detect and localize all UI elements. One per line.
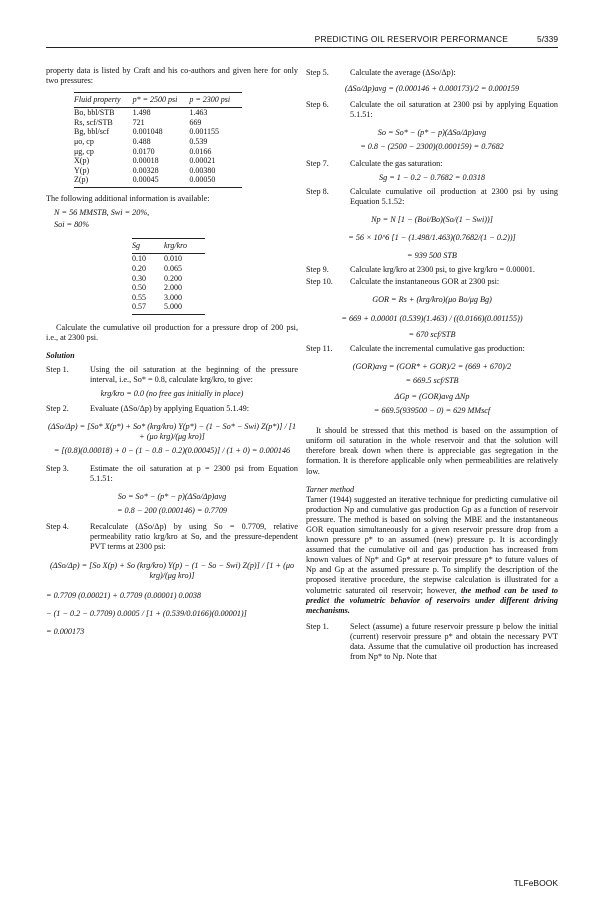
step-text: Select (assume) a future reservoir pressure p below the initial (current) reservoir pressure p* and obtain the necessary PVT data. Assume that the cumulative oil production has increased from Np* to Np. Note that	[350, 621, 558, 662]
additional-info: The following additional information is available:	[46, 194, 210, 204]
step-label: Step 8.	[306, 186, 329, 196]
equation: (GOR)avg = (GOR* + GOR)/2 = (669 + 670)/2	[352, 361, 512, 371]
step-5	[306, 68, 558, 78]
cell: 0.00045	[133, 175, 190, 187]
cell: 0.20	[132, 264, 146, 273]
equation: krg/kro = 0.0 (no free gas initially in place)	[100, 389, 244, 399]
cell: 0.010	[164, 254, 182, 264]
cell: 0.00021	[189, 156, 216, 166]
t1-h2: p = 2300 psi	[189, 93, 242, 108]
step-label: Step 10.	[306, 277, 333, 287]
table-row	[132, 264, 205, 274]
cell: 1.463	[189, 108, 208, 118]
table-row	[132, 274, 205, 284]
equation: (ΔSo/Δp) = [So* X(p*) + So* (krg/kro) Y(p*) − (1 − So* − Swi) Z(p*)] / [1 + (μo krg)/(μg kro)]	[47, 421, 297, 441]
section-heading: Tarner method	[306, 484, 355, 494]
equation: = 0.8 − 200 (0.000146) = 0.7709	[116, 506, 228, 516]
cell: 1.498	[132, 108, 151, 118]
step-label: Step 11.	[306, 343, 333, 353]
cell: 2.000	[164, 283, 182, 293]
equation: = 0.7709 (0.00021) + 0.7709 (0.00001) 0.0038	[46, 590, 202, 600]
running-title: PREDICTING OIL RESERVOIR PERFORMANCE	[314, 34, 508, 44]
cell: 0.00380	[189, 165, 216, 175]
step-text: Calculate the oil saturation at 2300 psi by applying Equation 5.1.51:	[350, 100, 558, 120]
step-8	[306, 187, 558, 207]
equation: GOR = Rs + (krg/kro)(μo Bo/μg Bg)	[372, 295, 492, 305]
relperm-table	[132, 238, 205, 315]
equation: = 669.5 scf/STB	[405, 375, 459, 385]
cell: 0.00018	[132, 156, 159, 166]
cell: 721	[132, 117, 145, 127]
table-row	[74, 166, 242, 176]
step-label: Step 7.	[306, 158, 329, 168]
cell: 0.00328	[132, 165, 159, 175]
table-row	[74, 127, 242, 137]
header-rule	[46, 47, 558, 48]
tarner-paragraph	[306, 495, 558, 616]
step-2	[46, 404, 298, 414]
equation: = 0.8 − (2500 − 2300)(0.000159) = 0.7682	[360, 142, 504, 152]
equation: − (1 − 0.2 − 0.7709) 0.0005 / [1 + (0.539/0.0166)(0.00001)]	[46, 608, 247, 618]
cell: 0.57	[132, 302, 164, 314]
cell: Y(p)	[74, 165, 90, 175]
cell: 0.001155	[189, 127, 220, 137]
left-column	[46, 66, 298, 641]
cell: 0.200	[164, 273, 182, 283]
step-label: Step 3.	[46, 463, 69, 473]
tarner-step-1	[306, 622, 558, 662]
cell: 0.00050	[189, 175, 242, 187]
given-line-2: Soi = 80%	[54, 220, 90, 230]
step-text: Calculate the instantaneous GOR at 2300 psi:	[350, 277, 500, 287]
equation: = 939 500 STB	[407, 251, 457, 261]
equation: = 0.000173	[46, 626, 85, 636]
stress-paragraph: It should be stressed that this method is based on the assumption of uniform oil saturation in the whole reservoir and that the solution will therefore break down when there is appreciable gas segregation in the formation. It is therefore applicable only when permeabilities are relatively low.	[306, 426, 558, 476]
page-number: 5/339	[537, 34, 558, 44]
equation: (ΔSo/Δp)avg = (0.000146 + 0.000173)/2 = 0.000159	[344, 84, 520, 94]
cell: 0.0166	[189, 146, 212, 156]
table-row	[132, 283, 205, 293]
step-text: Calculate the gas saturation:	[350, 158, 443, 168]
cell: 3.000	[164, 292, 182, 302]
cell: Rs, scf/STB	[74, 117, 113, 127]
cell: 0.539	[189, 137, 208, 147]
table-row	[132, 293, 205, 303]
table-row	[74, 175, 242, 187]
table-row	[74, 108, 242, 118]
equation: (ΔSo/Δp) = [So X(p) + So (krg/kro) Y(p) − (1 − So − Swi) Z(p)] / [1 + (μo krg)/(μg kro)]	[49, 560, 295, 580]
table-row	[74, 147, 242, 157]
cell: 0.0170	[132, 146, 155, 156]
step-text: Calculate krg/kro at 2300 psi, to give krg/kro = 0.00001.	[350, 265, 535, 275]
t2-h0: Sg	[132, 239, 164, 254]
step-label: Step 6.	[306, 100, 329, 110]
table-row	[74, 156, 242, 166]
tarner-text: Tarner (1944) suggested an iterative technique for predicting cumulative oil production Np and cumulative gas production Gp as a function of reservoir pressure. The method is based on solving the MBE and the instantaneous GOR equation simultaneously for a given reservoir pressure drop from a known pressure p* to an assumed (new) pressure p. It is accordingly assumed that the cumulative oil and gas production has increased from known values of Np* and Gp* at reservoir pressure p* to future values of Np and Gp at the assumed pressure p. To simplify the description of the proposed iterative procedure, the stepwise calculation is illustrated for a volumetric saturated oil reservoir; however,	[306, 494, 558, 595]
step-6	[306, 100, 558, 120]
cell: 0.065	[164, 264, 182, 273]
cell: 0.50	[132, 283, 146, 293]
step-label: Step 4.	[46, 522, 69, 532]
step-text: Evaluate (ΔSo/Δp) by applying Equation 5.1.49:	[90, 403, 250, 413]
equation: So = So* − (p* − p)(ΔSo/Δp)avg	[377, 128, 487, 138]
step-text: Calculate the incremental cumulative gas production:	[350, 343, 525, 353]
table-row	[74, 137, 242, 147]
step-1	[46, 365, 298, 385]
step-text: Estimate the oil saturation at p = 2300 psi from Equation 5.1.51:	[90, 463, 298, 483]
cell: 0.001048	[132, 127, 163, 137]
equation: = [(0.8)(0.00018) + 0 − (1 − 0.8 − 0.2)(0.00045)] / (1 + 0) = 0.000146	[53, 445, 291, 455]
step-label: Step 5.	[306, 68, 329, 77]
cell: Bo, bbl/STB	[74, 108, 115, 118]
equation: ΔGp = (GOR)avg ΔNp	[394, 391, 470, 401]
cell: Z(p)	[74, 175, 133, 187]
table-row	[74, 118, 242, 128]
t1-h0: Fluid property	[74, 93, 133, 108]
cell: 0.30	[132, 273, 146, 283]
equation: So = So* − (p* − p)(ΔSo/Δp)avg	[117, 492, 227, 502]
table-row	[132, 302, 205, 314]
cell: μo, cp	[74, 137, 94, 147]
step-9	[306, 265, 558, 275]
table-row	[132, 254, 205, 264]
t2-h1: krg/kro	[164, 239, 205, 254]
equation: = 669 + 0.00001 (0.539)(1.463) / ((0.0166)(0.001155))	[341, 313, 523, 323]
step-label: Step 9.	[306, 265, 329, 275]
step-label: Step 1.	[306, 621, 329, 631]
tarner-emphasis: the method can be used to predict the volumetric behavior of reservoirs under different driving mechanisms.	[306, 585, 559, 615]
step-10	[306, 277, 558, 287]
cell: 0.55	[132, 292, 146, 302]
step-3	[46, 464, 298, 484]
step-text: Recalculate (ΔSo/Δp) by using So = 0.7709, relative permeability ratio krg/kro at So, and the pressure-dependent PVT terms at 2300 psi:	[90, 522, 298, 552]
step-label: Step 1.	[46, 365, 69, 375]
equation: = 56 × 10^6 [1 − (1.498/1.463)(0.7682/(1 − 0.2))]	[348, 233, 516, 243]
equation: Sg = 1 − 0.2 − 0.7682 = 0.0318	[378, 172, 486, 182]
t1-h1: p* = 2500 psi	[133, 93, 190, 108]
cell: 5.000	[164, 302, 205, 314]
fluid-property-table	[74, 92, 242, 188]
intro-text: property data is listed by Craft and his co-authors and given here for only two pressures:	[46, 66, 298, 86]
cell: 0.488	[132, 137, 151, 147]
running-header	[0, 0, 604, 46]
footer-watermark: TLFeBOOK	[513, 877, 558, 888]
equation: = 669.5(939500 − 0) = 629 MMscf	[373, 406, 491, 416]
step-text: Calculate cumulative oil production at 2300 psi by using Equation 5.1.52:	[350, 186, 558, 206]
cell: 669	[189, 117, 202, 127]
given-line-1: N = 56 MMSTB, Swi = 20%,	[54, 208, 150, 218]
step-11	[306, 344, 558, 354]
solution-heading: Solution	[46, 351, 75, 361]
cell: Bg, bbl/scf	[74, 127, 110, 137]
step-label: Step 2.	[46, 403, 69, 413]
step-4	[46, 522, 298, 552]
step-text: Using the oil saturation at the beginning of the pressure interval, i.e., So* = 0.8, calculate krg/kro, to give:	[90, 365, 298, 385]
step-text: Calculate the average (ΔSo/Δp):	[350, 68, 456, 77]
cell: μg, cp	[74, 146, 94, 156]
equation: Np = N [1 − (Boi/Bo)(So/(1 − Swi))]	[371, 214, 493, 224]
equation: = 670 scf/STB	[408, 329, 456, 339]
cell: X(p)	[74, 156, 90, 166]
step-7	[306, 159, 558, 169]
right-column	[306, 66, 558, 664]
task-text: Calculate the cumulative oil production for a pressure drop of 200 psi, i.e., at 2300 psi.	[46, 322, 298, 343]
cell: 0.10	[132, 254, 146, 264]
